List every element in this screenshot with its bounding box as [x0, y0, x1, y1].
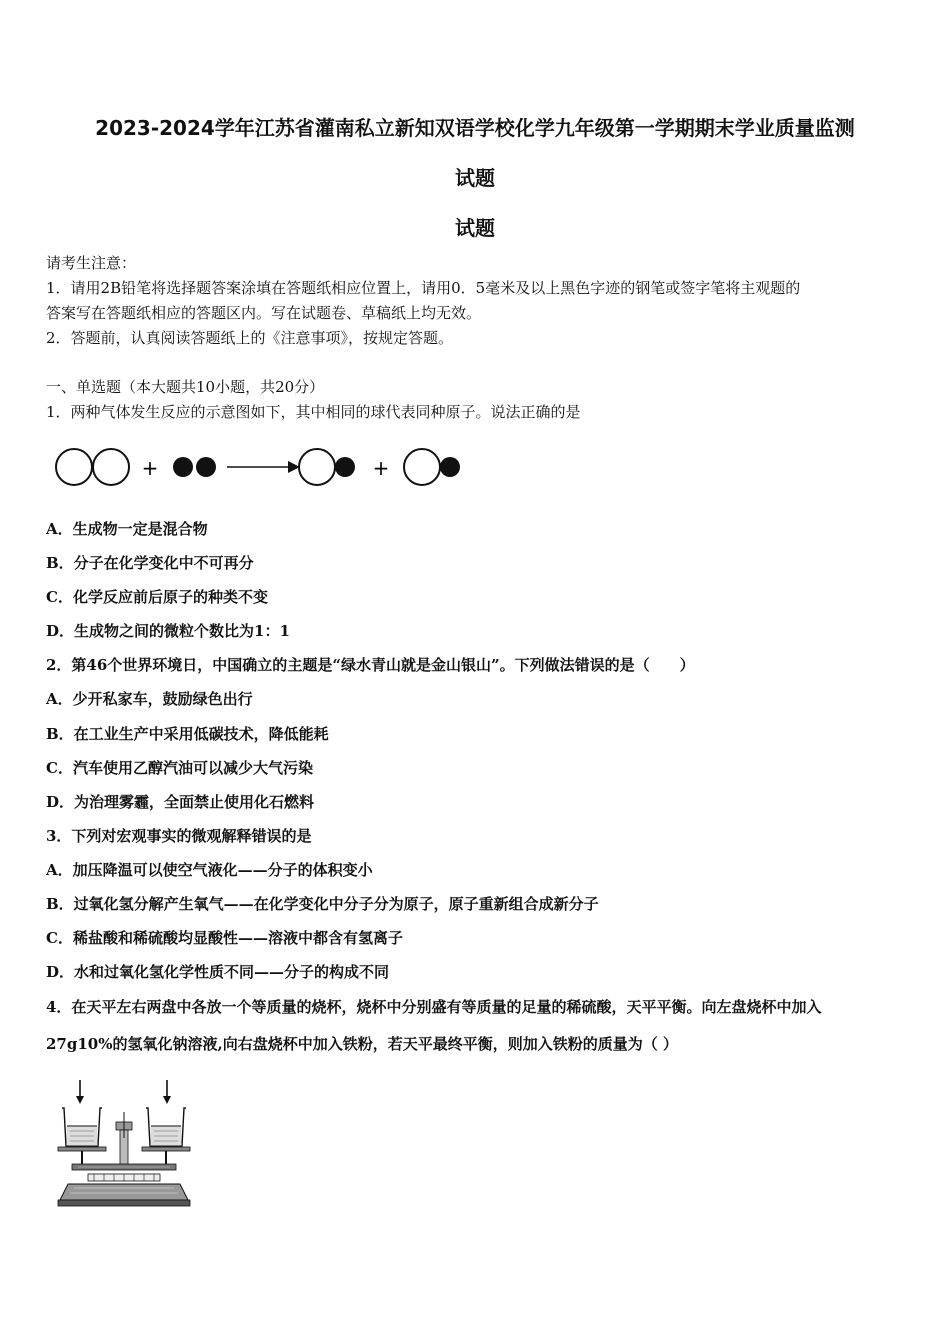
question-2-stem: 2．第46个世界环境日，中国确立的主题是“绿水青山就是金山银山”。下列做法错误的是（ ） — [46, 656, 695, 674]
section-heading: 一、单选题（本大题共10小题，共20分） — [46, 378, 325, 396]
left-pan — [58, 1147, 106, 1151]
question-4-stem-line-1: 4．在天平左右两盘中各放一个等质量的烧杯，烧杯中分别盛有等质量的足量的稀硫酸，天平平衡。向左盘烧杯中加入 — [46, 998, 822, 1016]
notice-heading: 请考生注意： — [46, 254, 137, 272]
question-3-option-a: A．加压降温可以使空气液化——分子的体积变小 — [46, 861, 373, 879]
question-3-option-b: B．过氧化氢分解产生氧气——在化学变化中分子分为原子，原子重新组合成新分子 — [46, 895, 599, 913]
right-pan — [142, 1147, 190, 1151]
balance-base — [60, 1184, 188, 1200]
question-3-stem: 3．下列对宏观事实的微观解释错误的是 — [46, 827, 312, 845]
reactant-1-atom-a — [56, 449, 92, 485]
reactant-2-atom-b — [196, 457, 216, 477]
page-subtitle-repeat: 试题 — [455, 216, 495, 240]
notice-item-2: 2．答题前，认真阅读答题纸上的《注意事项》，按规定答题。 — [46, 329, 454, 347]
page-subtitle: 试题 — [455, 166, 495, 190]
question-1-stem: 1．两种气体发生反应的示意图如下，其中相同的球代表同种原子。说法正确的是 — [46, 403, 581, 421]
question-1-option-c: C．化学反应前后原子的种类不变 — [46, 588, 268, 606]
question-1-option-b: B．分子在化学变化中不可再分 — [46, 554, 254, 572]
notice-item-1-line-1: 1．请用2B铅笔将选择题答案涂填在答题纸相应位置上，请用0．5毫米及以上黑色字迹的钢笔或签字笔将主观题的 — [46, 279, 801, 297]
question-2-option-c: C．汽车使用乙醇汽油可以减少大气污染 — [46, 759, 313, 777]
balance-scale-illustration — [54, 1078, 194, 1210]
notice-item-1-line-2: 答案写在答题纸相应的答题区内。写在试题卷、草稿纸上均无效。 — [46, 304, 482, 322]
reaction-diagram — [50, 444, 470, 492]
question-3-option-d: D．水和过氧化氢化学性质不同——分子的构成不同 — [46, 963, 390, 981]
product-1-atom-b — [335, 457, 355, 477]
product-2-atom-a — [404, 449, 440, 485]
right-beaker — [146, 1108, 186, 1146]
question-3-option-c: C．稀盐酸和稀硫酸均显酸性——溶液中都含有氢离子 — [46, 929, 403, 947]
question-2-option-b: B．在工业生产中采用低碳技术，降低能耗 — [46, 725, 329, 743]
plus-sign-1: + — [141, 456, 159, 480]
question-4-stem-line-2: 27g10%的氢氧化钠溶液,向右盘烧杯中加入铁粉，若天平最终平衡，则加入铁粉的质量为（ ） — [46, 1035, 678, 1053]
question-2-option-d: D．为治理雾霾，全面禁止使用化石燃料 — [46, 793, 315, 811]
reactant-2-atom-a — [173, 457, 193, 477]
question-1-option-d: D．生成物之间的微粒个数比为1：1 — [46, 622, 290, 640]
product-2-atom-b — [440, 457, 460, 477]
plus-sign-2: + — [372, 456, 390, 480]
reactant-1-atom-b — [93, 449, 129, 485]
question-1-option-a: A．生成物一定是混合物 — [46, 520, 208, 538]
page-title: 2023-2024学年江苏省灌南私立新知双语学校化学九年级第一学期期末学业质量监测 — [95, 116, 855, 140]
product-1-atom-a — [299, 449, 335, 485]
left-beaker — [62, 1108, 102, 1146]
question-2-option-a: A．少开私家车，鼓励绿色出行 — [46, 690, 253, 708]
